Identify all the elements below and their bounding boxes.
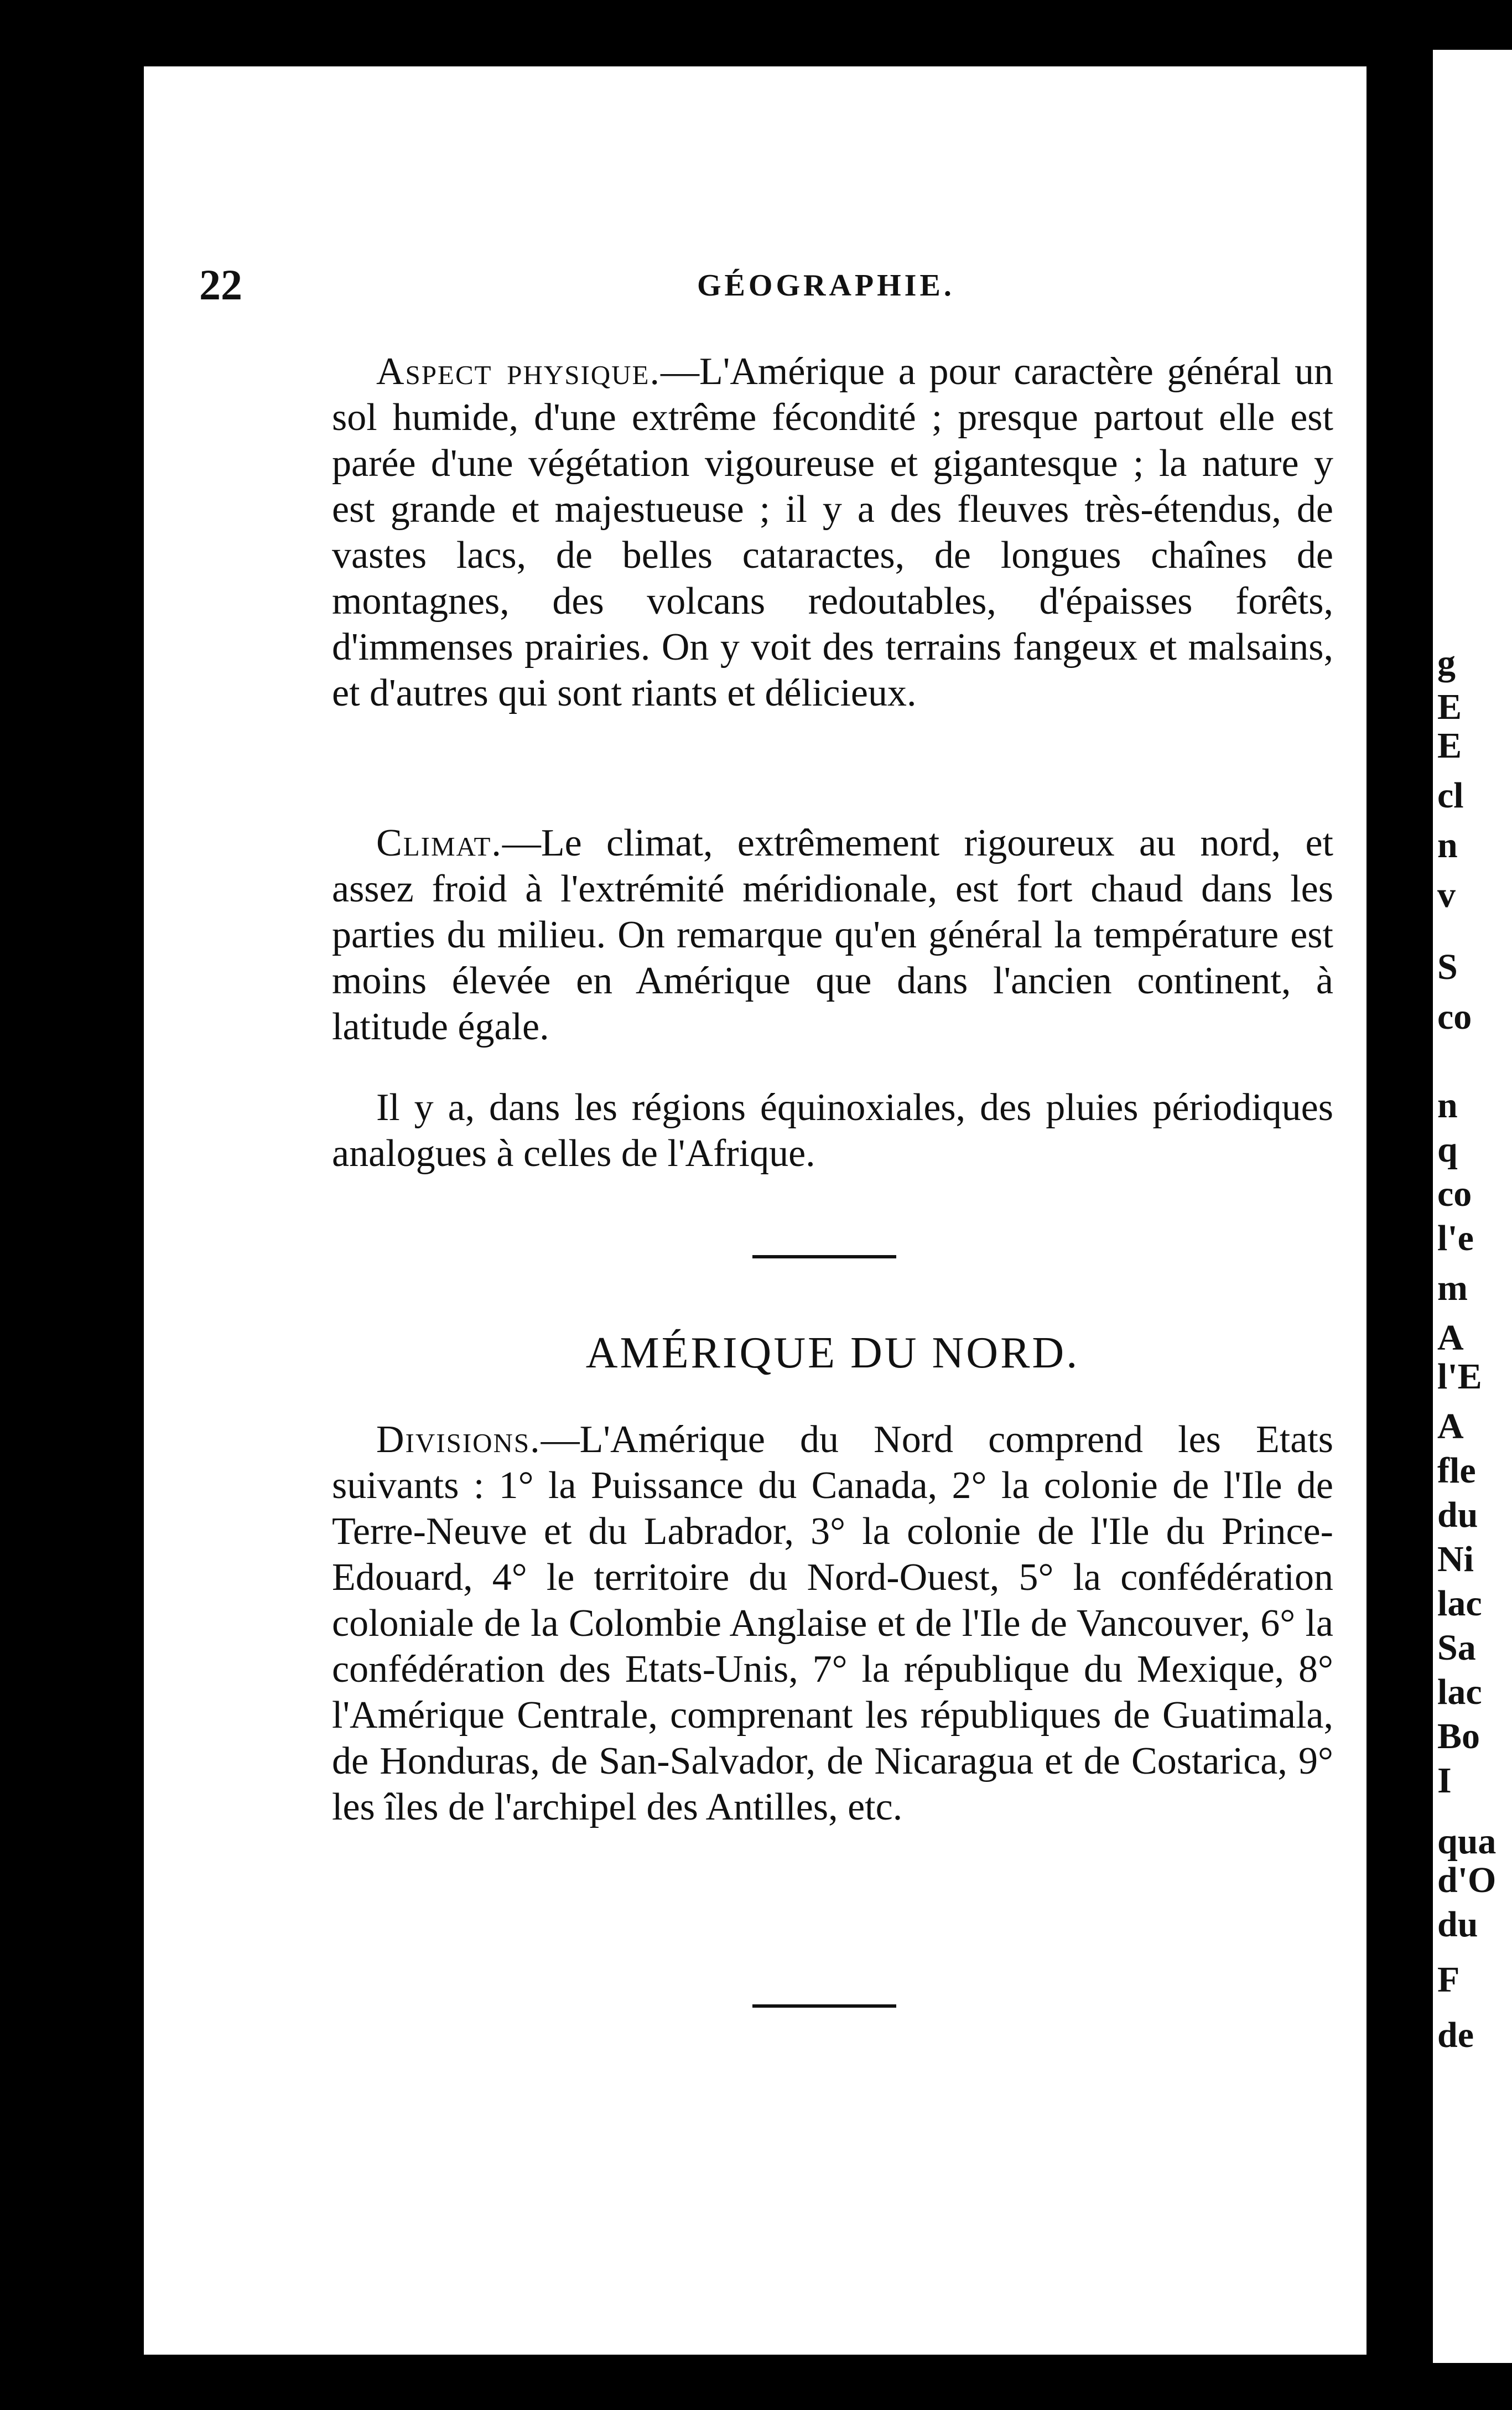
next-page-fragment: d'O: [1437, 1860, 1497, 1900]
paragraph-text: —Le climat, extrêmement rigoureux au nord, et assez froid à l'extrémité méridionale, est fort chaud dans les parties du milieu. On remarque qu'en général la température est moins élevée en Amérique que dans l'ancien continent, à latitude égale.: [332, 822, 1333, 1048]
next-page-fragment: n: [1437, 1085, 1458, 1126]
paragraph-lead: Divisions.: [376, 1418, 541, 1461]
section-divider: [752, 2004, 896, 2008]
section-heading: AMÉRIQUE DU NORD.: [585, 1329, 1080, 1377]
next-page-fragment: Sa: [1437, 1628, 1476, 1668]
next-page-edge: [1433, 50, 1512, 2363]
running-title: GÉOGRAPHIE.: [697, 268, 955, 303]
next-page-fragment: v: [1437, 875, 1456, 915]
next-page-fragment: S: [1437, 947, 1458, 987]
next-page-fragment: lac: [1437, 1672, 1482, 1712]
next-page-fragment: E: [1437, 725, 1462, 766]
paragraph-pluies: [332, 1085, 1333, 1177]
paragraph-text: —L'Amérique a pour caractère général un sol humide, d'une extrême fécondité ; presque partout elle est parée d'une végétation vigoureuse et gigantesque ; la nature y est grande et majestueuse ; il y a des fleuves très-étendus, de vastes lacs, de belles cataractes, de longues chaînes de montagnes, des volcans redoutables, d'épaisses forêts, d'immenses prairies. On y voit des terrains fangeux et malsains, et d'autres qui sont riants et délicieux.: [332, 350, 1333, 714]
paragraph-lead: Climat.: [376, 822, 502, 864]
next-page-fragment: cl: [1437, 775, 1464, 816]
next-page-fragment: E: [1437, 687, 1462, 727]
next-page-fragment: de: [1437, 2015, 1474, 2055]
section-divider: [752, 1255, 896, 1258]
paragraph-divisions: [332, 1417, 1333, 1830]
next-page-fragment: fle: [1437, 1450, 1476, 1491]
next-page-fragment: l'E: [1437, 1356, 1482, 1397]
paragraph-text: —L'Amérique du Nord comprend les Etats suivants : 1° la Puissance du Canada, 2° la colonie de l'Ile de Terre-Neuve et du Labrador, 3° la colonie de l'Ile du Prince-Edouard, 4° le territoire du Nord-Ouest, 5° la confédération coloniale de la Colombie Anglaise et de l'Ile de Vancouver, 6° la confédération des Etats-Unis, 7° la république du Mexique, 8° l'Amérique Centrale, comprenant les républiques de Guatimala, de Honduras, de San-Salvador, de Nicaragua et de Costarica, 9° les îles de l'archipel des Antilles, etc.: [332, 1418, 1333, 1828]
next-page-fragment: I: [1437, 1760, 1452, 1801]
next-page-fragment: co: [1437, 1174, 1472, 1214]
next-page-fragment: co: [1437, 997, 1472, 1037]
next-page-fragment: A: [1437, 1406, 1464, 1447]
next-page-fragment: n: [1437, 825, 1458, 865]
next-page-fragment: l'e: [1437, 1218, 1474, 1258]
next-page-fragment: q: [1437, 1129, 1458, 1170]
paragraph-text: Il y a, dans les régions équinoxiales, des pluies périodiques analogues à celles de l'Afrique.: [332, 1086, 1333, 1175]
paragraph-climat: [332, 820, 1333, 1050]
next-page-fragment: m: [1437, 1268, 1468, 1308]
page-number: 22: [199, 261, 242, 309]
next-page-fragment: A: [1437, 1318, 1464, 1358]
next-page-fragment: Ni: [1437, 1539, 1474, 1579]
next-page-fragment: g: [1437, 642, 1456, 683]
next-page-fragment: du: [1437, 1904, 1478, 1945]
next-page-fragment: qua: [1437, 1821, 1497, 1862]
paragraph-lead: Aspect physique.: [376, 350, 661, 393]
paragraph-aspect-physique: [332, 349, 1333, 716]
next-page-fragment: Bo: [1437, 1716, 1480, 1756]
next-page-fragment: du: [1437, 1495, 1478, 1535]
book-gutter: [1366, 33, 1433, 2380]
next-page-fragment: F: [1437, 1960, 1460, 2000]
next-page-fragment: lac: [1437, 1583, 1482, 1624]
